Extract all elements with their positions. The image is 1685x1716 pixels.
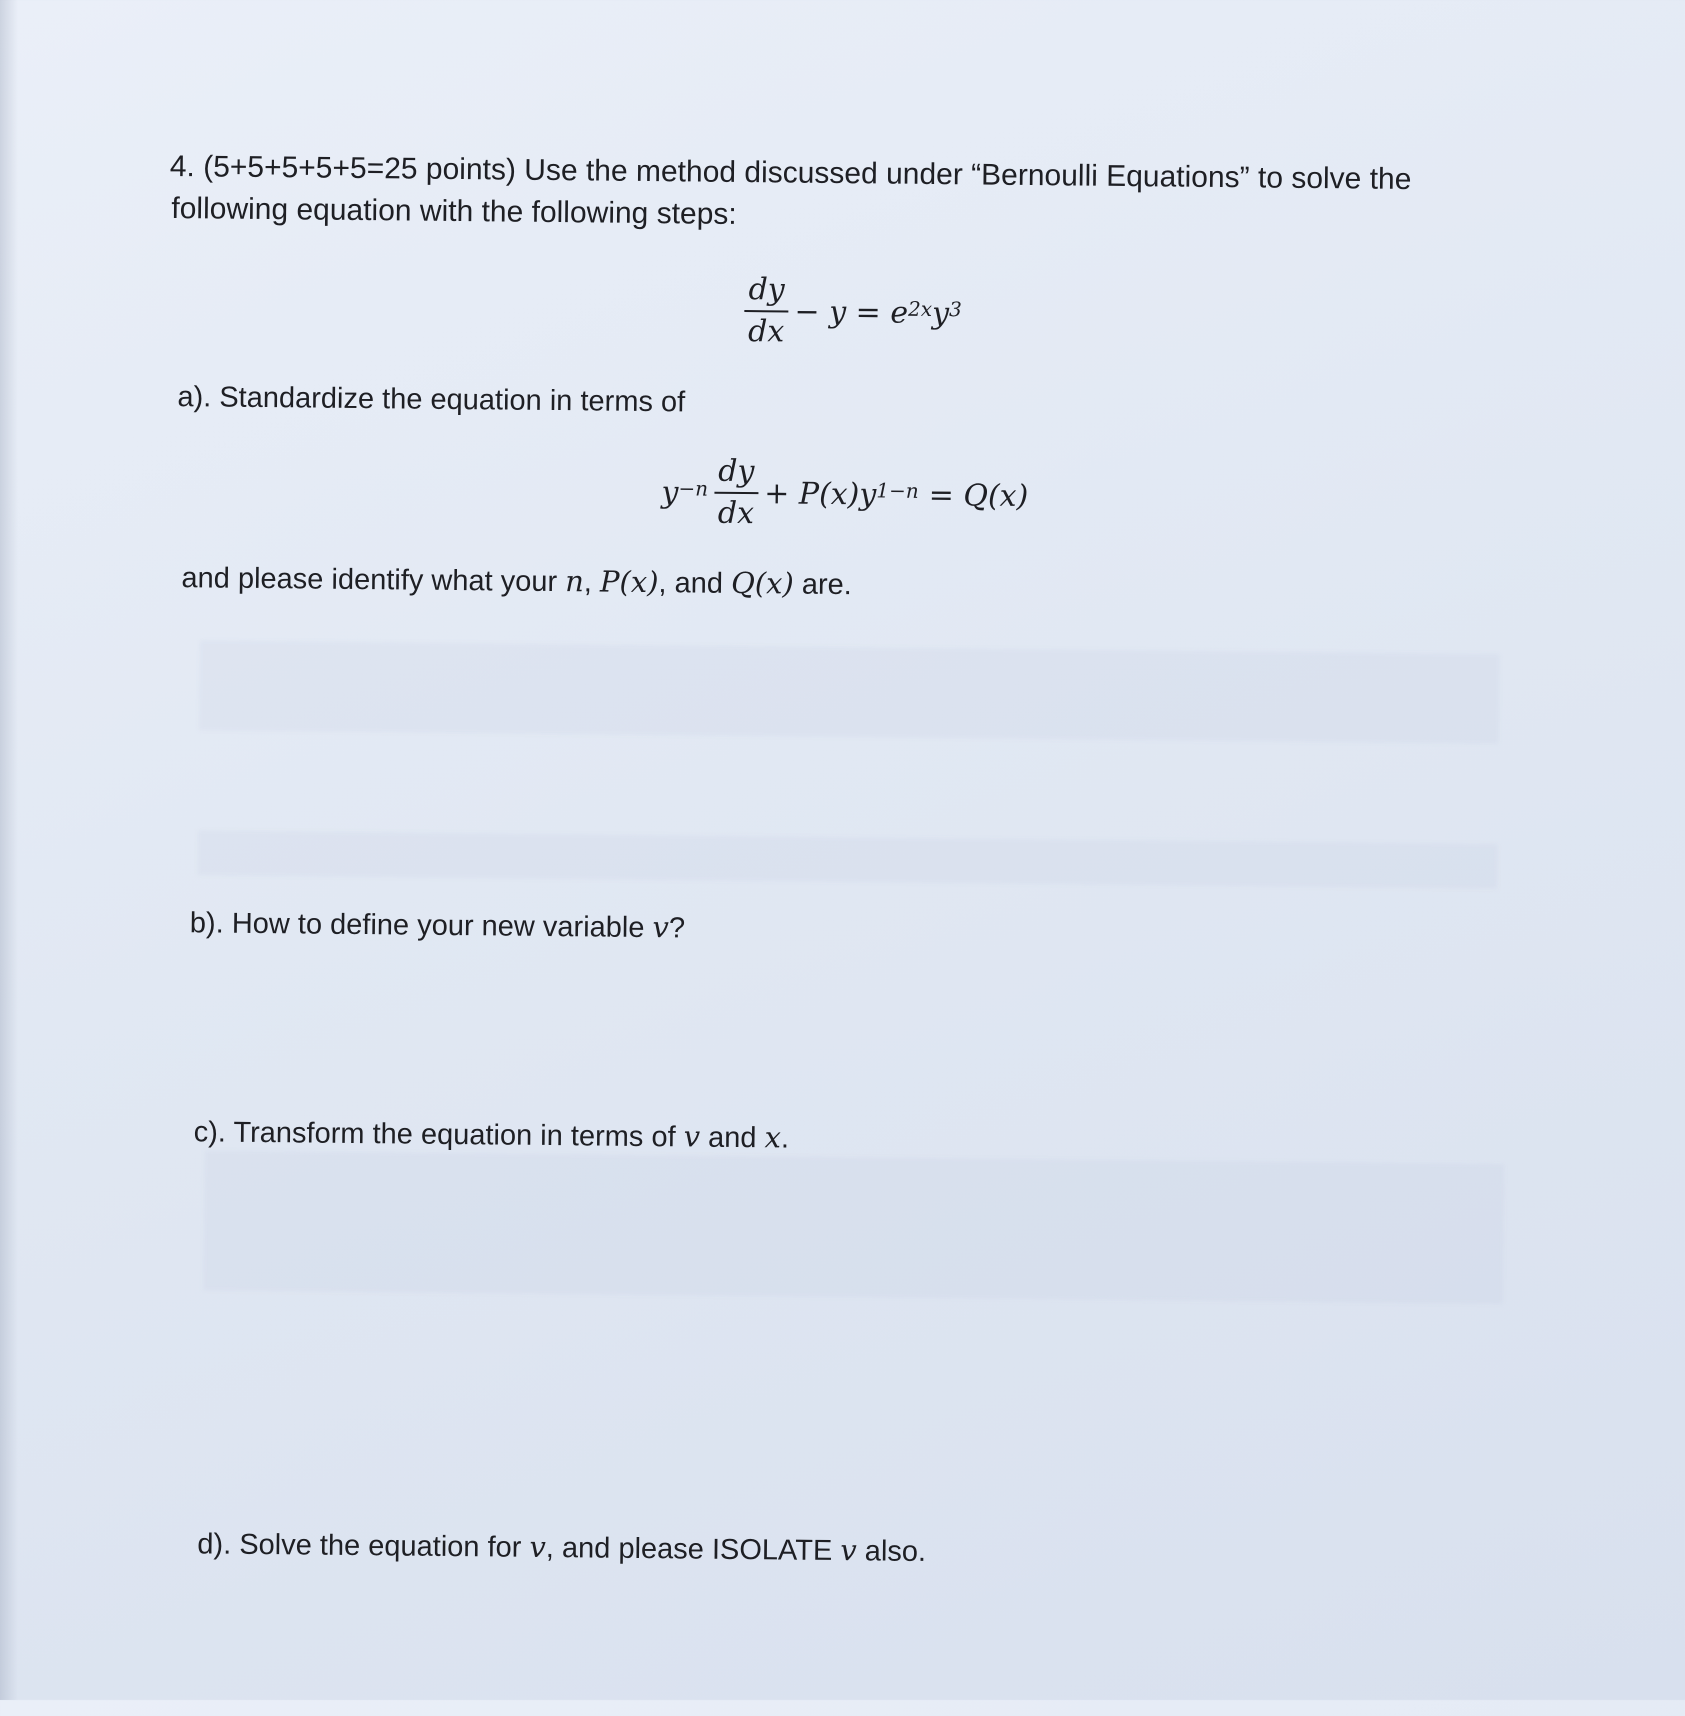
equation-y-factor: y bbox=[931, 295, 950, 331]
std-fraction-numerator: dy bbox=[714, 456, 759, 494]
std-exponent-1-minus-n: 1−n bbox=[876, 478, 919, 503]
part-c-and: and bbox=[699, 1121, 765, 1155]
std-derivative-fraction bbox=[714, 453, 759, 532]
part-a-followup-end: are. bbox=[793, 568, 853, 602]
part-c-text: c). Transform the equation in terms of bbox=[193, 1116, 684, 1154]
part-d-text: d). Solve the equation for bbox=[197, 1528, 530, 1564]
problem-statement-line-2: following equation with the following steps: bbox=[171, 192, 737, 231]
bernoulli-equation bbox=[738, 274, 962, 350]
part-b-end: ? bbox=[668, 912, 686, 945]
exponent-3: 3 bbox=[948, 297, 962, 322]
derivative-fraction bbox=[744, 274, 789, 348]
part-b-text: b). How to define your new variable bbox=[189, 907, 653, 945]
var-v: v bbox=[652, 910, 670, 945]
exponent-2x: 2x bbox=[908, 296, 933, 321]
part-c-end: . bbox=[780, 1122, 790, 1155]
var-qx: Q(x) bbox=[730, 565, 795, 601]
std-y: y bbox=[661, 474, 679, 510]
equation-rhs: − y = e bbox=[794, 294, 909, 331]
part-a-label: a). Standardize the equation in terms of bbox=[177, 381, 686, 419]
std-rhs: = Q(x) bbox=[928, 477, 1029, 514]
bleed-through-block-3 bbox=[203, 1150, 1504, 1304]
standard-form-equation bbox=[661, 455, 1029, 533]
var-v: v bbox=[529, 1529, 547, 1565]
part-c-question bbox=[194, 1114, 790, 1155]
std-middle-term: + P(x)y bbox=[764, 475, 877, 512]
problem-statement-line-1: 4. (5+5+5+5+5=25 points) Use the method discussed under “Bernoulli Equations” to solve the bbox=[169, 150, 1412, 197]
part-b-question bbox=[190, 905, 686, 945]
part-d-end: also. bbox=[856, 1535, 927, 1568]
sep-1: , bbox=[583, 566, 601, 599]
bleed-through-block-1 bbox=[199, 640, 1500, 744]
bleed-through-block-2 bbox=[197, 830, 1497, 889]
fraction-denominator: dx bbox=[747, 314, 785, 350]
var-n: n bbox=[565, 564, 585, 599]
var-px: P(x) bbox=[599, 564, 659, 600]
var-v: v bbox=[840, 1533, 857, 1568]
var-v: v bbox=[683, 1119, 701, 1154]
sep-2: , and bbox=[658, 567, 732, 600]
std-exponent-minus-n: −n bbox=[678, 476, 709, 501]
var-x: x bbox=[764, 1120, 782, 1155]
part-a-followup bbox=[181, 560, 852, 602]
fraction-numerator: dy bbox=[744, 274, 789, 312]
part-d-mid: , and please ISOLATE bbox=[545, 1532, 841, 1568]
part-d-question bbox=[197, 1526, 926, 1569]
std-fraction-denominator: dx bbox=[717, 495, 755, 532]
part-a-followup-text: and please identify what your bbox=[181, 562, 566, 599]
